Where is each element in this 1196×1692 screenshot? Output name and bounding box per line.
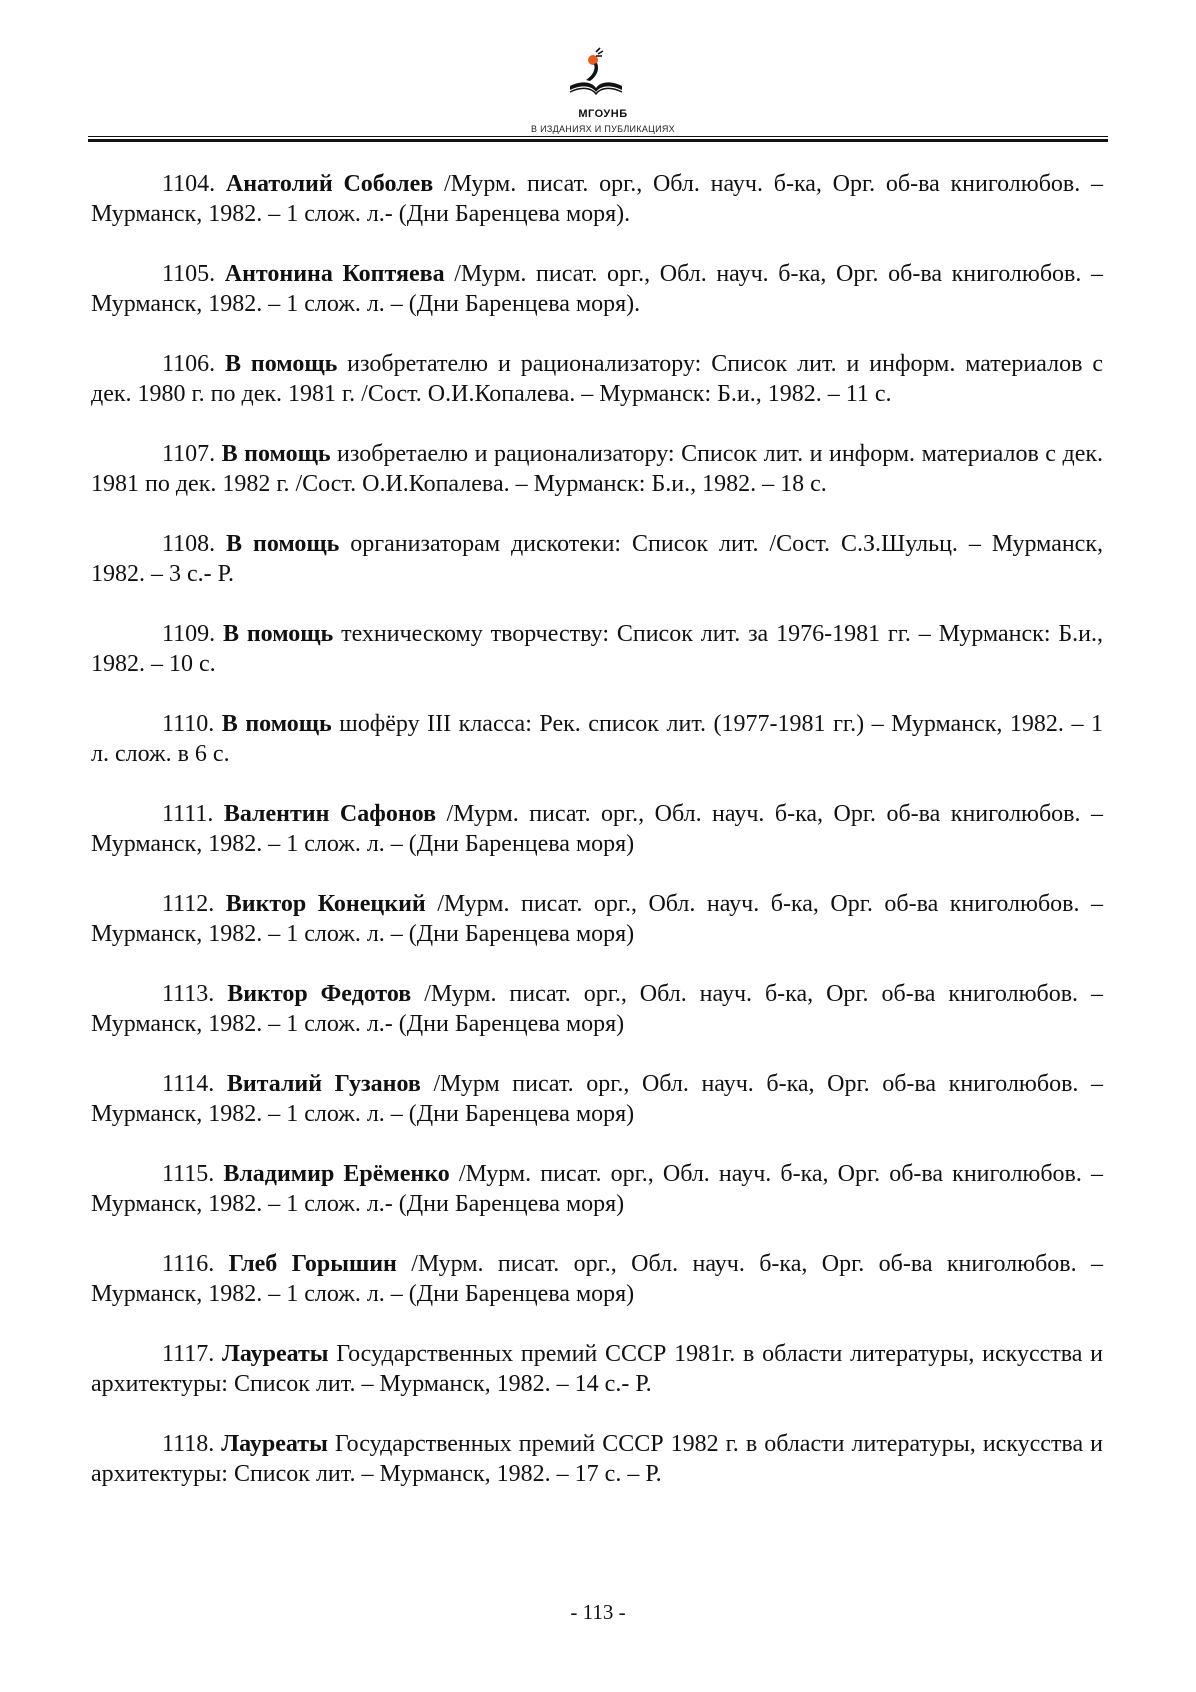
entry-number: 1104. <box>162 171 216 197</box>
bibliography-entry <box>91 1069 1103 1129</box>
entry-number: 1111. <box>162 801 214 827</box>
entry-details: /Мурм. писат. орг., Обл. науч. б-ка, Орг. об-ва книголюбов. – Мурманск, 1982. – 1 слож. л. – (Дни Баренцева моря) <box>91 801 1103 857</box>
bibliography-entry <box>91 1429 1103 1489</box>
entry-details: /Мурм. писат. орг., Обл. науч. б-ка, Орг. об-ва книголюбов. – Мурманск, 1982. – 1 слож. л.- (Дни Баренцева моря) <box>91 981 1104 1037</box>
bibliography-entry <box>91 529 1103 589</box>
header-tagline: В ИЗДАНИЯХ И ПУБЛИКАЦИЯХ <box>531 124 675 134</box>
entry-number: 1108. <box>162 531 216 557</box>
entry-title: В помощь <box>222 621 334 647</box>
entry-details: изобретаелю и рационализатору: Список лит. и информ. материалов с дек. 1981 по дек. 1982 г. /Сост. О.И.Копалева. – Мурманск: Б.и., 1982. – 18 с. <box>91 441 1103 497</box>
bibliography-entry <box>91 259 1103 319</box>
entry-title: Анатолий Соболев <box>225 171 434 197</box>
entry-title: Виталий Гузанов <box>226 1071 421 1097</box>
entry-title: Антонина Коптяева <box>224 261 445 287</box>
entry-title: Владимир Ерёменко <box>223 1161 450 1187</box>
entry-title: В помощь <box>226 531 340 557</box>
entry-number: 1110. <box>162 711 215 737</box>
entry-number: 1113. <box>162 981 215 1007</box>
entry-details: /Мурм писат. орг., Обл. науч. б-ка, Орг. об-ва книголюбов. – Мурманск, 1982. – 1 слож. л. – (Дни Баренцева моря) <box>91 1071 1103 1127</box>
header-divider-thin <box>88 136 1108 137</box>
entry-number: 1116. <box>162 1251 215 1277</box>
entry-title: Глеб Горышин <box>228 1251 397 1277</box>
entry-title: Валентин Сафонов <box>223 801 437 827</box>
entry-number: 1105. <box>162 261 216 287</box>
bibliography-entry <box>91 169 1103 229</box>
entry-details: изобретателю и рационализатору: Список лит. и информ. материалов с дек. 1980 г. по дек. 1981 г. /Сост. О.И.Копалева. – Мурманск: Б.и., 1982. – 11 с. <box>91 351 1103 407</box>
entry-number: 1107. <box>162 441 216 467</box>
bibliography-entry <box>91 799 1103 859</box>
bibliography-entry <box>91 1159 1103 1219</box>
entry-title: В помощь <box>221 711 332 737</box>
entry-details: шофёру III класса: Рек. список лит. (1977-1981 гг.) – Мурманск, 1982. – 1 л. слож. в 6 с. <box>91 711 1104 767</box>
entry-title: В помощь <box>225 351 338 377</box>
entry-details: Государственных премий СССР 1981г. в области литературы, искусства и архитектуры: Список лит. – Мурманск, 1982. – 14 с.- Р. <box>91 1341 1103 1397</box>
entry-details: Государственных премий СССР 1982 г. в области литературы, искусства и архитектуры: Список лит. – Мурманск, 1982. – 17 с. – Р. <box>91 1431 1103 1487</box>
org-name: МГОУНБ <box>578 108 628 120</box>
bibliography-list <box>91 169 1103 1519</box>
entry-number: 1118. <box>162 1431 215 1457</box>
entry-title: Лауреаты <box>221 1341 329 1367</box>
header-divider-thick <box>88 139 1108 142</box>
entry-number: 1112. <box>162 891 215 917</box>
entry-number: 1114. <box>162 1071 215 1097</box>
entry-number: 1106. <box>162 351 216 377</box>
deer-sun-book-logo-icon <box>556 46 636 106</box>
entry-details: организаторам дискотеки: Список лит. /Сост. С.З.Шульц. – Мурманск, 1982. – 3 с.- Р. <box>91 531 1103 587</box>
entry-number: 1115. <box>162 1161 215 1187</box>
entry-details: /Мурм. писат. орг., Обл. науч. б-ка, Орг. об-ва книголюбов. – Мурманск, 1982. – 1 слож. л.- (Дни Баренцева моря) <box>91 1161 1103 1217</box>
entry-number: 1109. <box>162 621 216 647</box>
entry-title: Лауреаты <box>221 1431 328 1457</box>
entry-title: В помощь <box>221 441 331 467</box>
page-header <box>0 0 1196 150</box>
entry-details: /Мурм. писат. орг., Обл. науч. б-ка, Орг. об-ва книголюбов. – Мурманск, 1982. – 1 слож. л. – (Дни Баренцева моря) <box>91 1251 1104 1307</box>
entry-details: техническому творчеству: Список лит. за 1976-1981 гг. – Мурманск: Б.и., 1982. – 10 с. <box>91 621 1103 677</box>
bibliography-entry <box>91 889 1103 949</box>
bibliography-entry <box>91 619 1103 679</box>
entry-title: Виктор Конецкий <box>225 891 426 917</box>
bibliography-entry <box>91 1339 1103 1399</box>
entry-details: /Мурм. писат. орг., Обл. науч. б-ка, Орг. об-ва книголюбов. – Мурманск, 1982. – 1 слож. л. – (Дни Баренцева моря). <box>91 261 1103 317</box>
page-number: - 113 - <box>570 1600 626 1624</box>
bibliography-entry <box>91 439 1103 499</box>
entry-number: 1117. <box>162 1341 215 1367</box>
bibliography-entry <box>91 979 1103 1039</box>
bibliography-entry <box>91 709 1103 769</box>
entry-title: Виктор Федотов <box>227 981 412 1007</box>
entry-details: /Мурм. писат. орг., Обл. науч. б-ка, Орг. об-ва книголюбов. – Мурманск, 1982. – 1 слож. л.- (Дни Баренцева моря). <box>91 171 1104 227</box>
bibliography-entry <box>91 349 1103 409</box>
entry-details: /Мурм. писат. орг., Обл. науч. б-ка, Орг. об-ва книголюбов. – Мурманск, 1982. – 1 слож. л. – (Дни Баренцева моря) <box>91 891 1104 947</box>
bibliography-entry <box>91 1249 1103 1309</box>
